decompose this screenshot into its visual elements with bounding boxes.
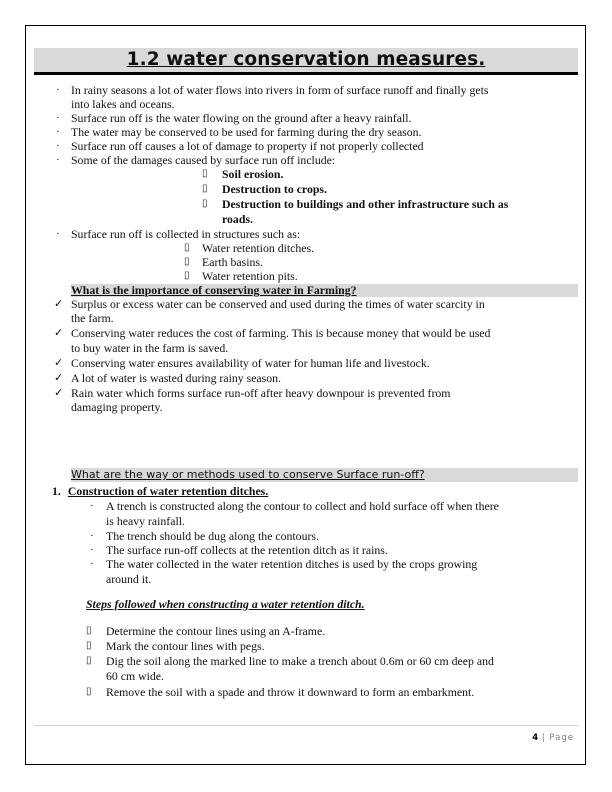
list-item: A trench is constructed along the contour to collect and hold surface off when there: [106, 499, 499, 513]
list-item-cont: is heavy rainfall.: [106, 514, 185, 528]
page-footer: [532, 733, 574, 743]
bullet-icon: ·: [56, 228, 60, 240]
bullet-icon: ·: [90, 500, 94, 512]
list-item-cont: around it.: [106, 572, 152, 586]
list-item: The trench should be dug along the contours.: [106, 529, 319, 543]
list-item: Destruction to crops.: [222, 182, 327, 196]
method-title: Construction of water retention ditches.: [67, 484, 269, 498]
list-item: Conserving water reduces the cost of farming. This is because money that would be used: [71, 326, 491, 340]
list-item: The surface run-off collects at the retention ditch as it rains.: [106, 543, 388, 557]
bullet-icon: ·: [56, 112, 60, 124]
bullet-icon: ·: [90, 530, 94, 542]
list-item: Soil erosion.: [222, 167, 284, 181]
page-label: Page: [549, 733, 574, 743]
list-item: A lot of water is wasted during rainy season.: [71, 371, 282, 385]
square-bullet-icon: ▯: [86, 655, 92, 666]
list-item: Surface run off causes a lot of damage to property if not properly collected: [71, 139, 424, 153]
method-1-heading: [52, 484, 268, 498]
square-bullet-icon: ▯: [184, 242, 190, 253]
page-number: 4: [532, 733, 539, 743]
list-item: Determine the contour lines using an A-frame.: [106, 624, 326, 638]
method-number: 1.: [52, 484, 61, 498]
list-item: Dig the soil along the marked line to make a trench about 0.6m or 60 cm deep and: [106, 654, 494, 668]
list-item-cont: damaging property.: [71, 400, 163, 414]
square-bullet-icon: ▯: [202, 168, 208, 179]
list-item: Rain water which forms surface run-off after heavy downpour is prevented from: [71, 386, 451, 400]
list-item: Destruction to buildings and other infrastructure such as: [222, 197, 509, 211]
methods-heading: What are the way or methods used to conserve Surface run-off?: [71, 468, 425, 481]
list-item-cont: into lakes and oceans.: [71, 97, 175, 111]
list-item-cont: roads.: [222, 212, 253, 226]
list-item: The water may be conserved to be used for farming during the dry season.: [71, 125, 422, 139]
check-icon: ✓: [54, 298, 64, 310]
square-bullet-icon: ▯: [86, 686, 92, 697]
bullet-icon: ·: [56, 140, 60, 152]
footer-separator: |: [538, 733, 550, 743]
bullet-icon: ·: [56, 126, 60, 138]
list-item: Some of the damages caused by surface run off include:: [71, 153, 336, 167]
footer-divider: [34, 725, 578, 726]
list-item: Remove the soil with a spade and throw it downward to form an embarkment.: [106, 685, 475, 699]
bullet-icon: ·: [90, 544, 94, 556]
list-item: Surface run off is the water flowing on the ground after a heavy rainfall.: [71, 111, 412, 125]
bullet-icon: ·: [56, 84, 60, 96]
steps-heading: Steps followed when constructing a water retention ditch.: [86, 597, 365, 611]
list-item: Surplus or excess water can be conserved and used during the times of water scarcity in: [71, 297, 485, 311]
list-item: In rainy seasons a lot of water flows into rivers in form of surface runoff and finally gets: [71, 83, 489, 97]
list-item: Earth basins.: [202, 255, 263, 269]
list-item-cont: the farm.: [71, 311, 114, 325]
square-bullet-icon: ▯: [86, 640, 92, 651]
list-item-cont: to buy water in the farm is saved.: [71, 341, 229, 355]
square-bullet-icon: ▯: [86, 625, 92, 636]
list-item: Mark the contour lines with pegs.: [106, 639, 265, 653]
square-bullet-icon: ▯: [202, 198, 208, 209]
list-item: Water retention pits.: [202, 269, 298, 283]
list-item: The water collected in the water retention ditches is used by the crops growing: [106, 557, 478, 571]
check-icon: ✓: [54, 357, 64, 369]
bullet-icon: ·: [90, 558, 94, 570]
check-icon: ✓: [54, 327, 64, 339]
list-item: Water retention ditches.: [202, 241, 315, 255]
page-title: 1.2 water conservation measures.: [126, 49, 486, 70]
square-bullet-icon: ▯: [202, 183, 208, 194]
bullet-icon: ·: [56, 154, 60, 166]
square-bullet-icon: ▯: [184, 270, 190, 281]
list-item: Conserving water ensures availability of water for human life and livestock.: [71, 356, 430, 370]
square-bullet-icon: ▯: [184, 256, 190, 267]
collection-intro: Surface run off is collected in structures such as:: [71, 227, 301, 241]
importance-heading: What is the importance of conserving water in Farming?: [71, 283, 357, 297]
check-icon: ✓: [54, 372, 64, 384]
list-item-cont: 60 cm wide.: [106, 669, 164, 683]
check-icon: ✓: [54, 387, 64, 399]
